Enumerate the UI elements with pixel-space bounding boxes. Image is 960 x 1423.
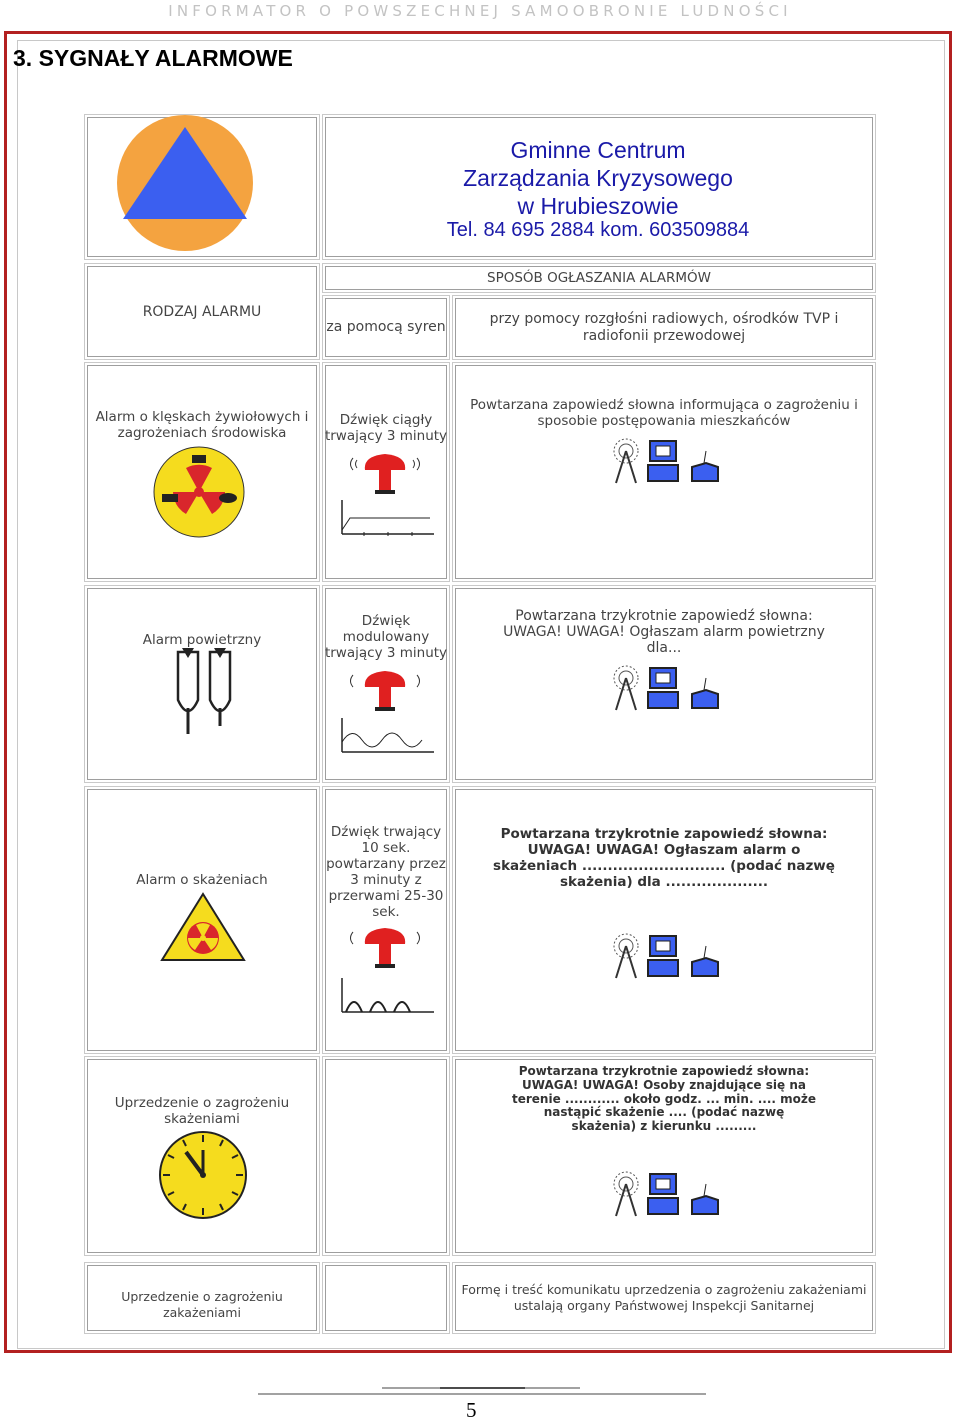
head-methods: SPOSÓB OGŁASZANIA ALARMÓW (487, 270, 711, 286)
contact-line2: Zarządzania Kryzysowego (463, 165, 733, 191)
running-header: INFORMATOR O POWSZECHNEJ SAMOOBRONIE LUDNOŚCI (168, 2, 792, 20)
row2-siren: Dźwięk modulowany trwający 3 minuty (324, 613, 448, 661)
radio-tower-icon (614, 439, 638, 483)
tv-set-icon (648, 441, 678, 481)
radio-tower-icon (614, 1172, 638, 1216)
row1-siren: Dźwięk ciągły trwający 3 minuty (324, 412, 448, 444)
tv-set-icon (648, 668, 678, 708)
row1-radio: Powtarzana zapowiedź słowna informująca o zagrożeniu i sposobie postępowania mieszkańców (470, 397, 858, 429)
row4-radio: Powtarzana trzykrotnie zapowiedź słowna: UWAGA! UWAGA! Osoby znajdujące się na terenie ............ około godz. ... min. .... może nastąpić skażenie .... (podać nazwę skażenia) z kierunku ......... (512, 1064, 816, 1134)
radio-tower-icon (614, 666, 638, 710)
row4-siren-cell (322, 1056, 450, 1256)
row5-type: Uprzedzenie o zagrożeniu zakażeniami (121, 1289, 283, 1320)
media-icons-3 (610, 932, 720, 980)
modulated-signal-graph-icon (340, 718, 436, 754)
contact-phone: Tel. 84 695 2884 kom. 603509884 (446, 219, 750, 241)
tv-set-icon (648, 936, 678, 976)
contact-line3: w Hrubieszowie (517, 193, 679, 219)
row2-type: Alarm powietrzny (142, 632, 262, 648)
head-sirens: za pomocą syren (326, 319, 446, 335)
tv-set-icon (648, 1174, 678, 1214)
head-radio: przy pomocy rozgłośni radiowych, ośrodków TVP i radiofonii przewodowej (489, 311, 839, 344)
radio-tower-icon (614, 934, 638, 978)
continuous-signal-graph-icon (340, 500, 436, 536)
broadcast-car-icon (692, 1184, 718, 1214)
broadcast-car-icon (692, 451, 718, 481)
intermittent-signal-graph-icon (340, 978, 436, 1014)
media-icons-2 (610, 664, 720, 712)
row3-radio: Powtarzana trzykrotnie zapowiedź słowna: UWAGA! UWAGA! Ogłaszam alarm o skażeniach ............................ (podać nazwę skażenia) dla .................... (493, 826, 835, 890)
siren-icon (345, 920, 425, 970)
radiation-warning-icon (160, 892, 246, 962)
clock-icon (158, 1130, 248, 1220)
row1-type: Alarm o klęskach żywiołowych i zagrożeniach środowiska (95, 409, 309, 441)
siren-icon (345, 663, 425, 713)
row5-radio: Formę i treść komunikatu uprzedzenia o zagrożeniu zakażeniami ustalają organy Państwowej Inspekcji Sanitarnej (461, 1282, 867, 1313)
page-number: 5 (466, 1398, 477, 1422)
civil-defence-symbol-icon (105, 119, 265, 247)
broadcast-car-icon (692, 678, 718, 708)
civil-defence-cell (84, 114, 320, 260)
siren-icon (345, 446, 425, 496)
air-raid-bombs-icon (176, 648, 236, 738)
media-icons-1 (610, 437, 720, 485)
row4-type: Uprzedzenie o zagrożeniu skażeniami (114, 1095, 290, 1127)
natural-disaster-warning-icon (152, 450, 246, 534)
section-title: 3. SYGNAŁY ALARMOWE (13, 45, 293, 71)
contact-line1: Gminne Centrum (510, 137, 686, 163)
media-icons-4 (610, 1170, 720, 1218)
broadcast-car-icon (692, 946, 718, 976)
footer-rule (250, 1386, 720, 1398)
row5-siren-cell (322, 1262, 450, 1334)
row3-type: Alarm o skażeniach (136, 872, 268, 888)
row3-siren: Dźwięk trwający 10 sek. powtarzany przez 3 minuty z przerwami 25-30 sek. (326, 824, 446, 920)
head-type: RODZAJ ALARMU (142, 304, 262, 320)
row2-radio: Powtarzana trzykrotnie zapowiedź słowna: UWAGA! UWAGA! Ogłaszam alarm powietrzny dla... (503, 608, 825, 656)
